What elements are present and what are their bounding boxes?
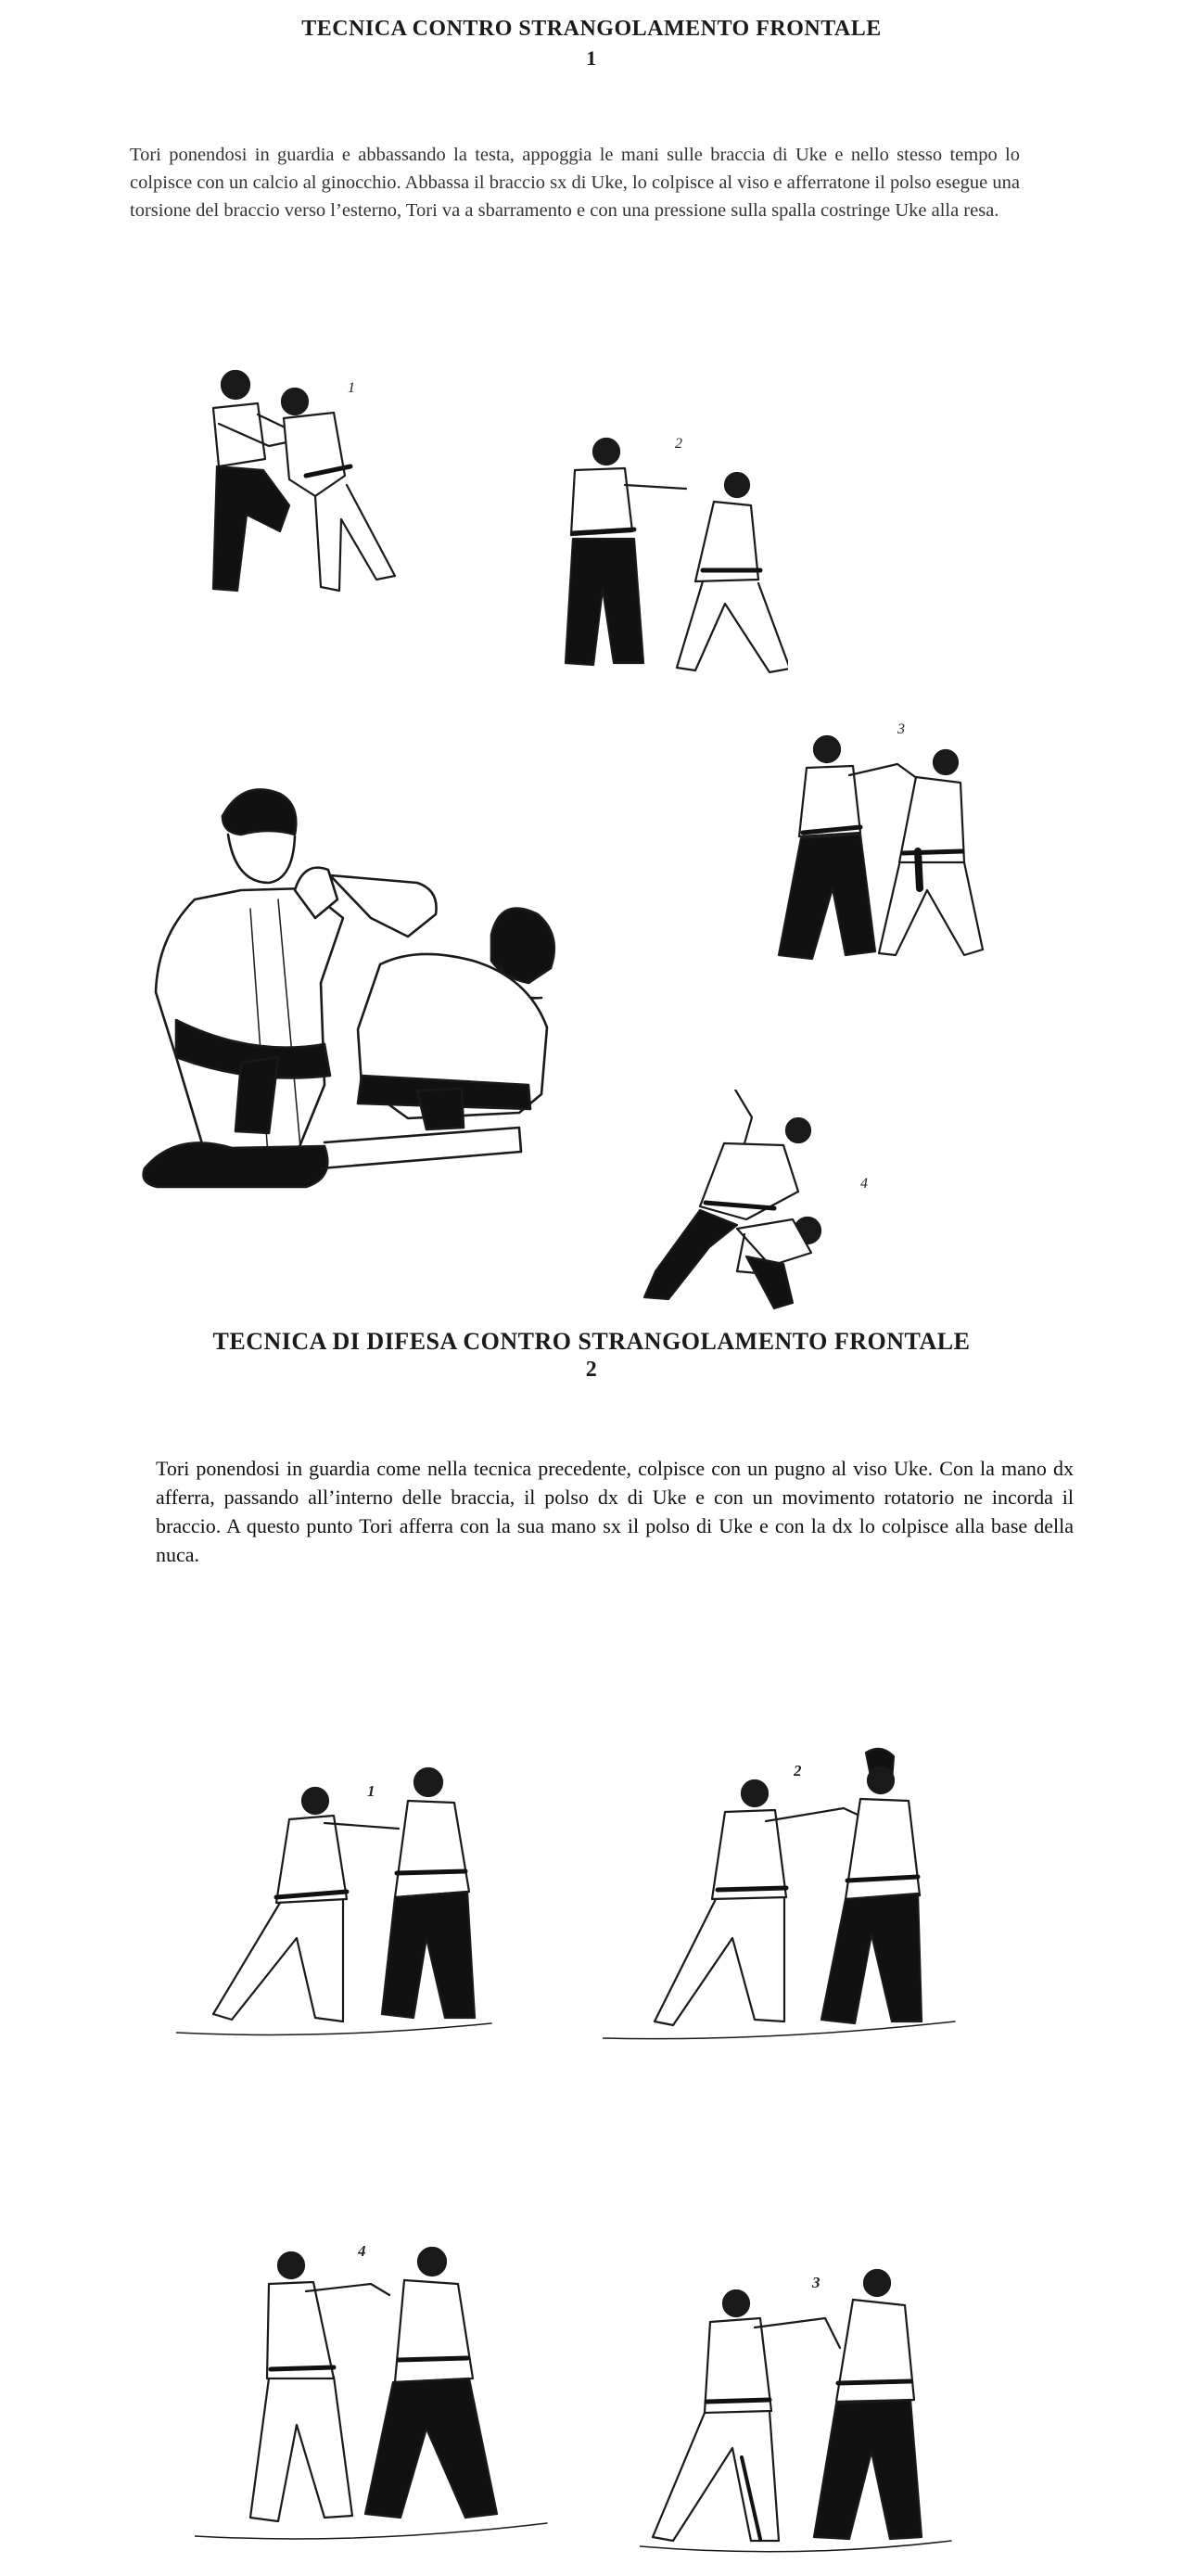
section2-paragraph: Tori ponendosi in guardia come nella tecnica precedente, colpisce con un pugno al viso Uke. Con la mano dx afferra, passando all’interno delle braccia, il polso dx di Uke e con un movimento rotatorio ne incorda il braccio. A questo punto Tori afferra con la sua mano sx il polso di Uke e con la dx lo colpisce alla base della nuca.: [156, 1457, 1074, 1566]
figure-s2-step1: [176, 1762, 510, 2059]
figure-s1-step4: [635, 1090, 839, 1312]
figure-s1-step1: [158, 357, 399, 621]
s2-step1-label: 1: [367, 1782, 375, 1800]
s2-step2-label: 2: [794, 1762, 802, 1779]
section1-paragraph: Tori ponendosi in guardia e abbassando la testa, appoggia le mani sulle braccia di Uke e nello stesso tempo lo colpisce con un calcio al ginocchio. Abbassa il braccio sx di Uke, lo colpisce al viso e afferratone il polso esegue una torsione del braccio verso l’esterno, Tori va a sbarramento e con una pressione sulla spalla costringe Uke alla resa.: [130, 145, 1020, 221]
s1-step4-label: 4: [860, 1176, 868, 1192]
section2-title: TECNICA DI DIFESA CONTRO STRANGOLAMENTO FRONTALE: [212, 1328, 971, 1355]
figure-s2-step4: [195, 2239, 556, 2559]
s1-step2-label: 2: [675, 436, 682, 452]
figure-s1-step2: [547, 431, 788, 686]
section1-title: TECNICA CONTRO STRANGOLAMENTO FRONTALE: [301, 17, 882, 41]
section1-number: 1: [586, 46, 597, 70]
s1-step3-label: 3: [897, 721, 905, 737]
figure-s2-step2: [603, 1743, 964, 2063]
s2-step4-label: 4: [358, 2242, 366, 2260]
s1-step1-label: 1: [348, 380, 355, 396]
s2-step3-label: 3: [812, 2274, 820, 2291]
figure-s2-step3: [640, 2263, 955, 2569]
section2-number: 2: [585, 1358, 598, 1382]
figure-s1-closeup: [139, 779, 575, 1192]
figure-s1-step3: [760, 723, 987, 978]
